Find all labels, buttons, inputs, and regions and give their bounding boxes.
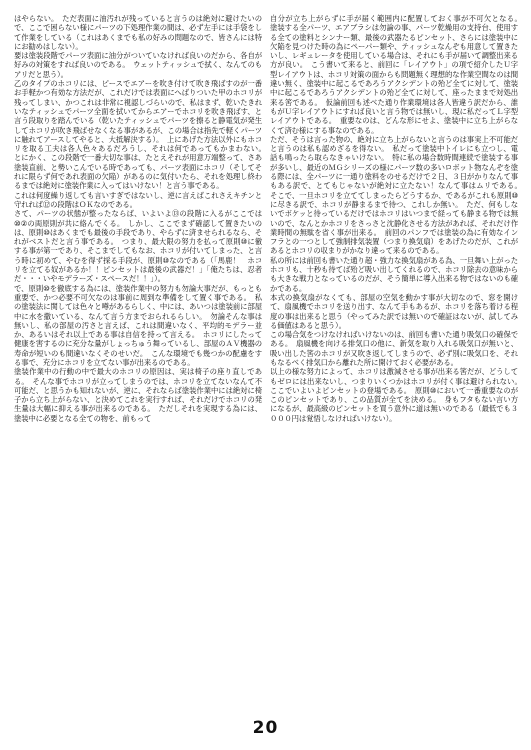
paragraph: ただ、そうは言った物の、絶対に立ち上がらないと言うのは事実上不可能だと言うのは私も認めざるを得ない。 私だって塗装中トイレにも立つし、電話も鳴ったら取らなきゃいけない。 特に私の場合数時間連続で塗装する事が多いし、最近のＭＧシリーズの様にパーツ数の多いロボット物なんぞを塗る際には、全パーツに一通り塗料をのせるだけで２日、３日がかりなんて事もある訳で、とてもじゃないが絶対に立たない！なんて事はムリである。 そこで、一旦ホコリを立ててしまったらどうするか、であるがこれも原則⑩に尽きる訳で、ホコリが静まるまで待つ、これしか無い。 ただ、何もしないでボケッと待っているだけではホコリはいつまで経っても静まる物では無いので、なんとかホコリをさっさと沈静化させる方法があれば、それだけ作業時間の無駄を省く事が出来る。 前回のパンフでは塗装の為に有効なインフラとの一つとして強制排気装置（つまり換気扇）をあげたのだが、これがあるとホコリの収まりがかなり違って来るのである。 xyxy=(270,134,526,256)
paragraph: 要は塗装段階でパーツ表面に油分がついていなければ良いのだから、各自が好みの対策をすれば良いのである。 ウェットティッシュで拭く、なんてのもアリだと思う）。 xyxy=(14,51,262,79)
page-number: 20 xyxy=(252,718,279,738)
paragraph: 塗装作業中の行動の中で最大のホコリの原因は、実は椅子の座り直しである。 そんな事でホコリが立ってしまうのでは、ホコリを立てないなんて不可能だ、と思うかも知れないが、逆に、それならば塗装作業中には絶対に椅子から立ち上がらない、と決めてこれを実行すれば、それだけでホコリの発生量は大幅に抑える事が出来るのである。 ただしそれを実現する為には、塗装中に必要となる全ての物を、前もって xyxy=(14,367,262,423)
paragraph: 私の所には前回も書いた通り超・強力な換気扇がある為、一旦舞い上がったホコリも、十秒も待てば殆ど吸い出してくれるので、ホコリ除去の意味からも大きな戦力となっているのだが、そう簡単に導入出来る物ではないのも確かである。 xyxy=(270,255,518,293)
paragraph: この場合気をつけなければいけないのは、前回も書いた通り吸気口の確保である。 扇風機を向ける排気口の他に、新気を取り入れる吸気口が無いと、吸い出した筈のホコリが又吹き返してしまうので、必ず別に吸気口を、それもなるべく排気口から離れた所に開けておく必要がある。 xyxy=(270,330,518,367)
paragraph: はやらない。 ただ表面に油汚れが残っていると言うのは絶対に避けたいので、ここで困らない様にパーツの下処理作業の間は、必ず左手には手袋をして作業をしている（これはあくまでも私の好みの問題なので、皆さんには特にお勧めはしない）。 xyxy=(14,14,262,51)
paragraph: 自分が立ち上がらずに手が届く範囲内に配置しておく事が不可欠となる。 塗装する全パーツ、エアブラシは勿論の事、パーツ乾燥用の支持台、使用する全ての塗料とシンナー類、最後の武器たるピンセット、さらには塗装中に欠陥を見つけた時の為にペーパー類や、ティッシュなんぞも用意して置きたいし、レギュレータを使用している場合は、それにも手が届いて調整出来る方が良い。 こう書いて来ると、前回に「レイアウト」の項で紹介したＵ字型レイアウトは、ホコリ対策の面からも問題無く理想的な作業空間なのは間違い無く、塗装中に起こるであろうアクシデントの殆ど全てに対して、塗装中に起こるであろうアクシデントの殆ど全てに対して、座ったままで対処出来る筈である。 仮論前回も述べた通り作業環境は各人皆違う訳だから、誰もがＵ字レイアウトにすれば良いと言う物では無いし、現に私だってＬ字型レイアウトである。 重要なのは、どんな形にせよ、塗装中に立ち上がらなくて済む様にする事なのである。 xyxy=(270,14,526,135)
paragraph: さて、パーツの状態が整ったならば、いよいよ⑬の段階に入るがここでは⑩②の両原則が共に絡んでくる。 しかし、ここでまず確認して置きたいのは、原則⑩はあくまでも最後の手段であり、やらずに済ませられるなら、それがベストだと言う事である。 つまり、最大限の努力を払って原則⑩に徹する事が第一であり、そこまでしてもなお、ホコリが付いてしまった、と言う時に初めて、やむを得ず採る手段が、原則⑩なのである（「馬鹿！ ホコリを立てる奴があるか！！ピンセットは最後の武器だ！」「俺たちは、忍者だ・・・いやモデラーズ・スペースだ！！」）。 xyxy=(14,209,262,284)
paragraph: で、原則⑩を徹底する為には、塗装作業中の努力も勿論大事だが、もっとも重要で、かつ必要不可欠なのは事前に周到な準備をして置く事である。 私の塗装法に関しては色々と噂があるらしく、中には、あいつは塗装前に部屋中に水を撒いている、なんて言う方までおられるらしい。 勿論そんな事は無いし、私の部屋の汚さと言えば、これは間違いなく、平均的モデラー並か、あるいはそれ以上である事は自信を持って言える。 ホコリにしたって健康を害するのに充分な量がしょっちゅう舞っているし、部屋のＡＶ機器の寿命が短いのも間違いなくそのせいだ。 こんな環境でも幾つかの配慮をする事で、充分にホコリを立てない事が出来るのである。 xyxy=(14,283,262,367)
paragraph: 以上の様な努力によって、ホコリは激減させる事が出来る筈だが、どうしてもゼロには出来ないし、つまりいくつかはホコリが付く事は避けられない。 ここでいよいよピンセットの登場である。 原則⑩において一番重要なのがこのピンセットであり、この品質が全てを決める。 身もフタもない言い方になるが、最高級のピンセットを買う意外に道は無いのである（最低でも３０００円は覚悟しなければいけない）。 xyxy=(270,367,526,423)
paragraph: 乙のタイプのホコリには、ピースでエアーを吹き付けて吹き飛ばすのが一番お手軽かつ有効な方法だが、これだけでは表面にへばりついた甲のホコリが残ってしまい、かつこれは非常に視認しづらいので、私はまず、乾いたきれいなティッシュでパーツ全面を拭いてからエアーでホコリを吹き飛ばす、と言う段取りを踏んでいる（乾いたティッシュでパーツを擦ると静電気が発生してホコリが吹き飛ばせなくなる事があるが、この場合は指先で軽くパーツに触れてアースしてやると、大抵解決する）。 上にあげた方法以外にもホコリを取る工夫は各人色々あるだろうし、それは何であってもかまわない。 とにかく、この段階で一番大切な事は、たとえそれが用意万端整って、さあ塗装直前、と勢いこんでいる時であっても、パーツ表面にホコリ（そしてそれに限らず何であれ表面の欠陥）があるのに気付いたら、それを処理し終わるまでは絶対に塗装作業に入ってはいけない！と言う事である。 xyxy=(14,79,270,191)
paragraph: 本式の換気扇がなくても、部屋の空気を動かす事が大切なので、窓を開けて、扇風機でホコリを送り出す、なんて手もあるが、ホコリを落ち着ける程度の事は出来ると思う（やってみた訳では無いので確証はないが、試してみる価値はあると思う）。 xyxy=(270,292,518,330)
article-page xyxy=(14,14,526,704)
right-column xyxy=(270,14,526,704)
left-column xyxy=(14,14,270,704)
paragraph: これは何度繰り返しても言いすぎではないし、逆に言えばこれさえキチンと守れれば⑫の段階はＯＫなのである。 xyxy=(14,190,262,209)
